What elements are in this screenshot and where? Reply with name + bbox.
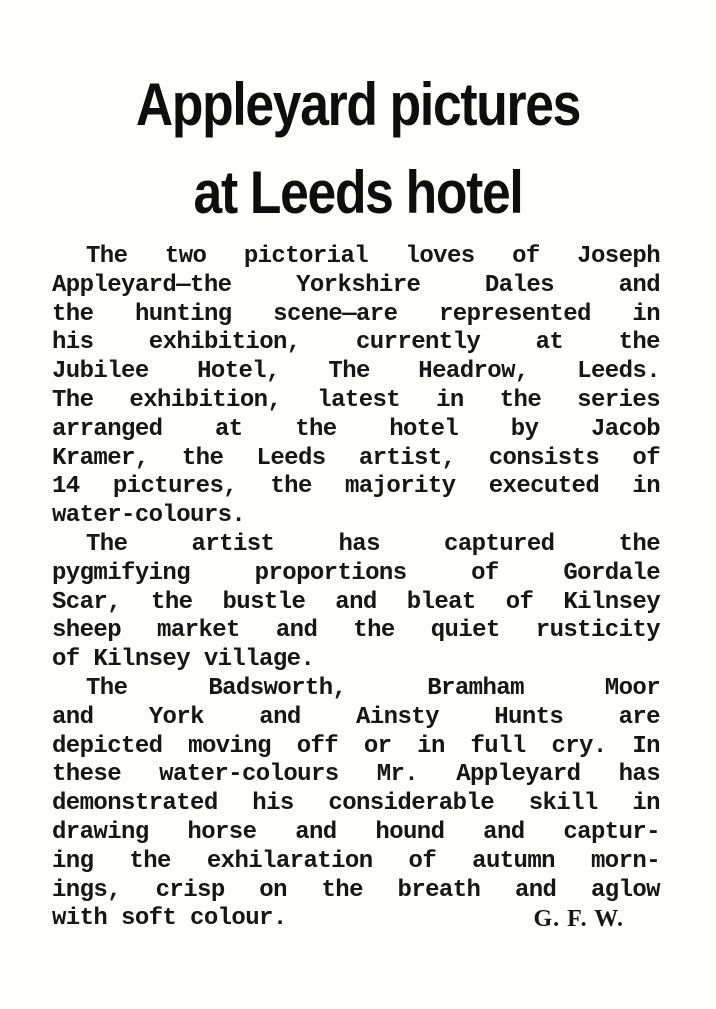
article-line: his exhibition, currently at the: [52, 329, 660, 357]
headline-line-1: Appleyard pictures: [135, 71, 581, 138]
article-line: with soft colour.: [52, 905, 287, 933]
author-signature: G. F. W.: [533, 906, 624, 933]
article-line: Kramer, the Leeds artist, consists of: [52, 444, 660, 472]
article-line: and York and Ainsty Hunts are: [52, 703, 660, 731]
article-line: pygmifying proportions of Gordale: [52, 559, 660, 587]
article-line: The Badsworth, Bramham Moor: [86, 674, 660, 702]
article-line: water-colours.: [52, 502, 246, 530]
article-line: of Kilnsey village.: [52, 646, 315, 674]
article-line: Appleyard—the Yorkshire Dales and: [52, 271, 660, 299]
article-line: sheep market and the quiet rusticity: [52, 617, 660, 645]
article-line: Scar, the bustle and bleat of Kilnsey: [52, 588, 660, 616]
article-line: ing the exhilaration of autumn morn-: [52, 847, 660, 875]
article-line: demonstrated his considerable skill in: [52, 790, 660, 818]
article-line: these water-colours Mr. Appleyard has: [52, 761, 660, 789]
article-line: The artist has captured the: [86, 530, 660, 558]
article-last-line: [52, 905, 660, 934]
article-line: ings, crisp on the breath and aglow: [52, 876, 660, 904]
article-line: drawing horse and hound and captur-: [52, 818, 660, 846]
article-line: The two pictorial loves of Joseph: [86, 243, 660, 270]
article-line: Jubilee Hotel, The Headrow, Leeds.: [52, 358, 660, 386]
article-body: [52, 243, 660, 934]
article-line: The exhibition, latest in the series: [52, 386, 660, 414]
article-line: the hunting scene—are represented in: [52, 300, 660, 328]
article-line: depicted moving off or in full cry. In: [52, 732, 660, 760]
article-line: 14 pictures, the majority executed in: [52, 473, 660, 501]
article-line: arranged at the hotel by Jacob: [52, 415, 660, 443]
headline-line-2: at Leeds hotel: [193, 159, 523, 226]
